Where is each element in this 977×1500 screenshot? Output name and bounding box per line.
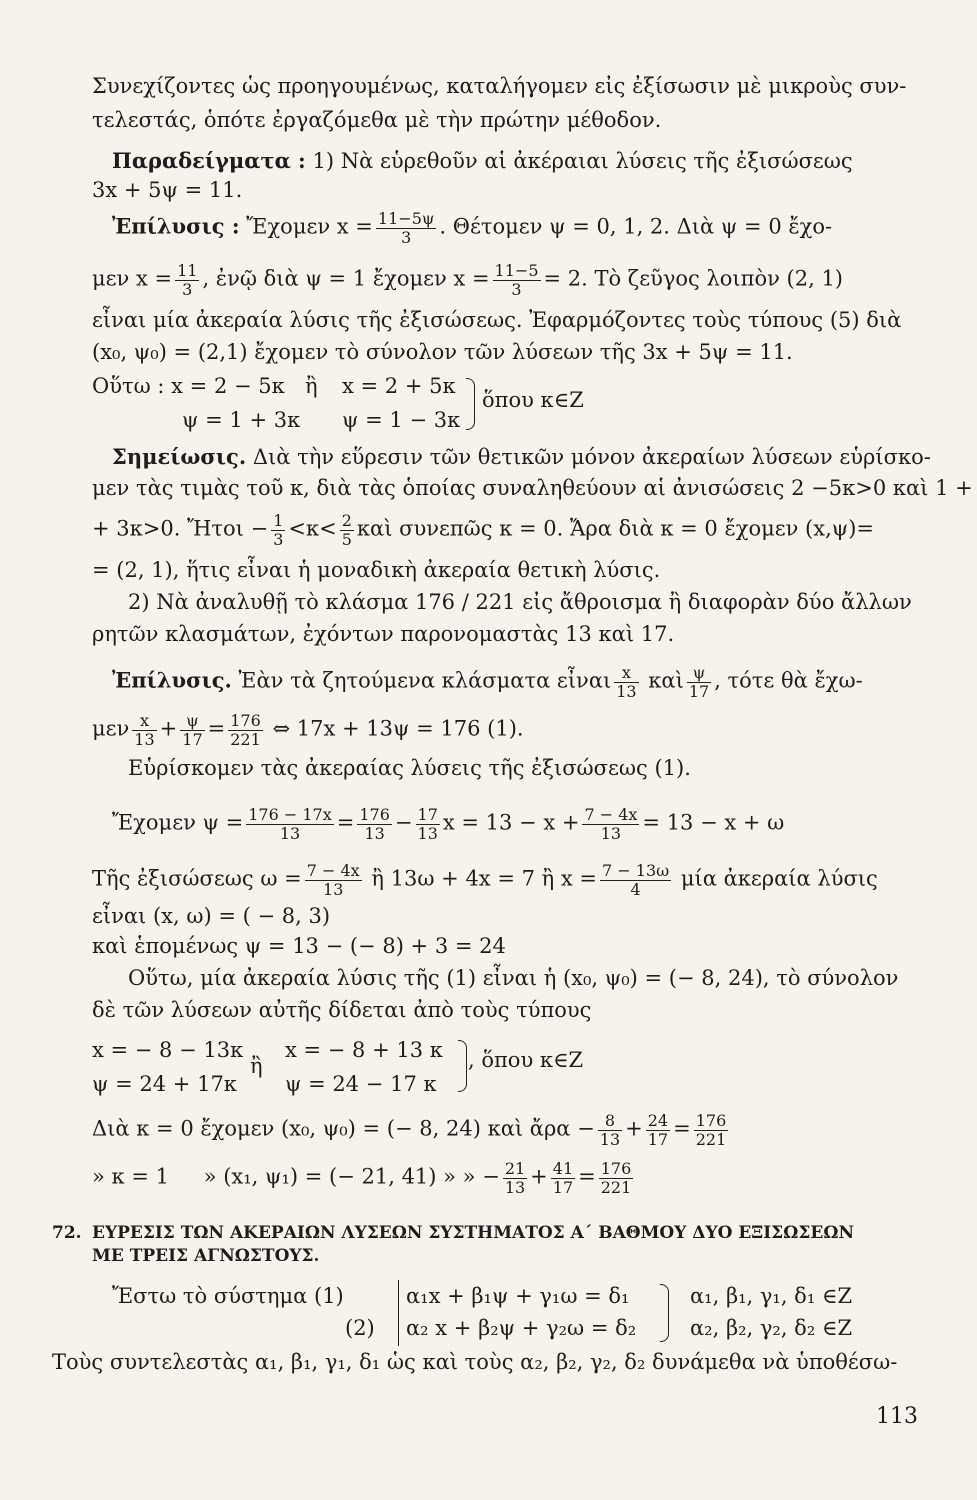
formula: ψ = 1 − 3κ: [342, 408, 461, 432]
equation-line: » κ = 1 » (x₁, ψ₁) = (− 21, 41) » » − $\frac{21}{13}$ + $\frac{41}{17}$ = $\frac{176}{221}$: [92, 1159, 632, 1197]
formula: ψ = 24 − 17 κ: [285, 1072, 437, 1096]
note-label: Σημείωσις.: [112, 444, 247, 469]
text-line: Ἔστω τὸ σύστημα (1): [112, 1284, 344, 1308]
text-line: δὲ τῶν λύσεων αὐτῆς δίδεται ἀπὸ τοὺς τύπους: [92, 998, 592, 1022]
equation-line: Διὰ κ = 0 ἔχομεν (x₀, ψ₀) = (− 8, 24) καὶ ἄρα − $\frac{8}{13}$ + $\frac{24}{17}$ = $\frac{176}{221}$: [92, 1111, 727, 1149]
solution-line: [112, 210, 832, 246]
formula: ψ = 24 + 17κ: [92, 1072, 237, 1096]
fraction: $\frac{176}{221}$: [230, 711, 261, 749]
solution-label: Ἐπίλυσις.: [112, 667, 232, 693]
fraction: $\frac{21}{13}$: [504, 1159, 526, 1197]
text-line: (x₀, ψ₀) = (2,1) ἔχομεν τὸ σύνολον τῶν λύσεων τῆς 3x + 5ψ = 11.: [92, 340, 793, 364]
fraction: $\frac{24}{17}$: [647, 1111, 669, 1149]
fraction: $\frac{41}{17}$: [552, 1159, 574, 1197]
section-title: ΕΥΡΕΣΙΣ ΤΩΝ ΑΚΕΡΑΙΩΝ ΛΥΣΕΩΝ ΣΥΣΤΗΜΑΤΟΣ Α΄ ΒΑΘΜΟΥ ΔΥΟ ΕΞΙΣΩΣΕΩΝ: [92, 1223, 854, 1243]
fraction: $\frac{11}{3}$: [177, 261, 198, 299]
fraction: $\frac{176}{221}$: [695, 1111, 727, 1149]
fraction: $\frac{x}{13}$: [134, 711, 155, 749]
equation-line: μεν $\frac{x}{13}$ + $\frac{\psi}{17}$ = $\frac{176}{221}$ ⇔ 17x + 13ψ = 176 (1).: [92, 711, 524, 749]
fraction: $\frac{176 - 17x}{13}$: [248, 805, 332, 843]
fraction: $\frac{\psi}{17}$: [182, 711, 203, 749]
examples-label: Παραδείγματα :: [112, 148, 306, 173]
fraction: $\frac{\psi}{17}$: [688, 663, 710, 701]
text-span: . Θέτομεν ψ = 0, 1, 2. Διὰ ψ = 0 ἔχο-: [439, 214, 833, 239]
formula: x = − 8 + 13 κ: [285, 1038, 443, 1062]
or-word: ἢ: [305, 374, 318, 398]
system-bar: [398, 1280, 399, 1346]
text-line: + 3κ>0. Ἤτοι − $\frac{1}{3}$ <κ< $\frac{2}{5}$ καὶ συνεπῶς κ = 0. Ἄρα διὰ κ = 0 ἔχομεν (x,ψ)=: [92, 511, 875, 549]
condition: , ὅπου κ∈Z: [468, 1048, 584, 1072]
system-condition: α₁, β₁, γ₁, δ₁ ∈Z: [690, 1284, 853, 1308]
text-line: Τοὺς συντελεστὰς α₁, β₁, γ₁, δ₁ ὡς καὶ τοὺς α₂, β₂, γ₂, δ₂ δυνάμεθα νὰ ὑποθέσω-: [52, 1350, 898, 1374]
fraction: $\frac{2}{5}$: [341, 511, 352, 549]
system-equation: α₂ x + β₂ψ + γ₂ω = δ₂: [406, 1316, 637, 1340]
solution-label: Ἐπίλυσις :: [112, 213, 240, 239]
condition: ὅπου κ∈Z: [482, 388, 584, 412]
text-line: καὶ ἑπομένως ψ = 13 − (− 8) + 3 = 24: [92, 934, 506, 958]
brace: [458, 1040, 467, 1092]
text-span: Ἔχομεν x =: [246, 214, 373, 239]
page-number: 113: [876, 1404, 918, 1429]
equation-line: Τῆς ἐξισώσεως ω = $\frac{7 - 4x}{13}$ ἢ 13ω + 4x = 7 ἢ x = $\frac{7 - 13\omega}{4}$ μία ἀκεραία λύσις: [92, 861, 878, 899]
example-line: [112, 150, 853, 172]
text-line: Συνεχίζοντες ὡς προηγουμένως, καταλήγομεν εἰς ἐξίσωσιν μὲ μικροὺς συν-: [92, 74, 907, 98]
fraction: $\frac{176}{221}$: [600, 1159, 632, 1197]
brace: [466, 378, 475, 430]
equation-number: (2): [345, 1316, 375, 1340]
formula: x = − 8 − 13κ: [92, 1038, 244, 1062]
formula: ψ = 1 + 3κ: [182, 408, 301, 432]
section-number: 72.: [52, 1223, 82, 1243]
system-equation: α₁x + β₁ψ + γ₁ω = δ₁: [406, 1284, 630, 1308]
fraction: $\frac{7 - 13\omega}{4}$: [602, 861, 670, 899]
fraction: $\frac{1}{3}$: [273, 511, 284, 549]
text-line: μεν τὰς τιμὰς τοῦ κ, διὰ τὰς ὁποίας συναληθεύουν αἱ ἀνισώσεις 2 −5κ>0 καὶ 1 +: [92, 476, 973, 500]
text-line: = (2, 1), ἥτις εἶναι ἡ μοναδικὴ ἀκεραία θετικὴ λύσις.: [92, 558, 661, 582]
fraction: $\frac{17}{13}$: [417, 805, 438, 843]
text-line: μεν x = $\frac{11}{3}$ , ἐνῷ διὰ ψ = 1 ἔχομεν x = $\frac{11-5}{3}$ = 2. Τὸ ζεῦγος λοιπὸν (2, 1): [92, 261, 843, 299]
text-line: εἶναι (x, ω) = ( − 8, 3): [92, 904, 331, 928]
equation-line: Ἔχομεν ψ = $\frac{176 - 17x}{13}$ = $\frac{176}{13}$ − $\frac{17}{13}$ x = 13 − x + $\frac{7 - 4x}{13}$ = 13 − x + ω: [112, 805, 785, 843]
text-line: εἶναι μία ἀκεραία λύσις τῆς ἐξισώσεως. Ἐφαρμόζοντες τοὺς τύπους (5) διὰ: [92, 308, 902, 332]
text-line: Εὑρίσκομεν τὰς ἀκεραίας λύσεις τῆς ἐξισώσεως (1).: [128, 756, 691, 780]
fraction: $\frac{x}{13}$: [616, 663, 637, 701]
note-line: Σημείωσις. Διὰ τὴν εὕρεσιν τῶν θετικῶν μόνον ἀκεραίων λύσεων εὑρίσκο-: [112, 444, 931, 469]
system-condition: α₂, β₂, γ₂, δ₂ ∈Z: [690, 1316, 853, 1340]
fraction: $\frac{176}{13}$: [359, 805, 390, 843]
text-span: 1) Νὰ εὑρεθοῦν αἱ ἀκέραιαι λύσεις τῆς ἐξισώσεως: [312, 149, 853, 173]
fraction: $\frac{11-5\psi}{3}$: [377, 209, 435, 247]
equation-line: 3x + 5ψ = 11.: [92, 178, 243, 202]
fraction: $\frac{8}{13}$: [599, 1111, 621, 1149]
formula-line: Οὕτω : x = 2 − 5κ: [92, 374, 285, 398]
text-line: 2) Νὰ ἀναλυθῇ τὸ κλάσμα 176 / 221 εἰς ἄθροισμα ἢ διαφορὰν δύο ἄλλων: [128, 590, 912, 614]
text-line: τελεστάς, ὁπότε ἐργαζόμεθα μὲ τὴν πρώτην μέθοδον.: [92, 108, 662, 132]
formula: x = 2 + 5κ: [342, 374, 456, 398]
solution-line: Ἐπίλυσις. Ἐὰν τὰ ζητούμενα κλάσματα εἶναι $\frac{x}{13}$ καὶ $\frac{\psi}{17}$ , τότε θὰ ἔχω-: [112, 663, 863, 701]
fraction: $\frac{7 - 4x}{13}$: [584, 805, 638, 843]
fraction: $\frac{7 - 4x}{13}$: [306, 861, 360, 899]
or-word: ἢ: [250, 1054, 263, 1078]
fraction: $\frac{11-5}{3}$: [494, 261, 539, 299]
brace: [660, 1284, 669, 1342]
section-title: ΜΕ ΤΡΕΙΣ ΑΓΝΩΣΤΟΥΣ.: [92, 1246, 320, 1266]
text-line: Οὕτω, μία ἀκεραία λύσις τῆς (1) εἶναι ἡ (x₀, ψ₀) = (− 8, 24), τὸ σύνολον: [128, 966, 899, 990]
text-line: ρητῶν κλασμάτων, ἐχόντων παρονομαστὰς 13 καὶ 17.: [92, 622, 675, 646]
